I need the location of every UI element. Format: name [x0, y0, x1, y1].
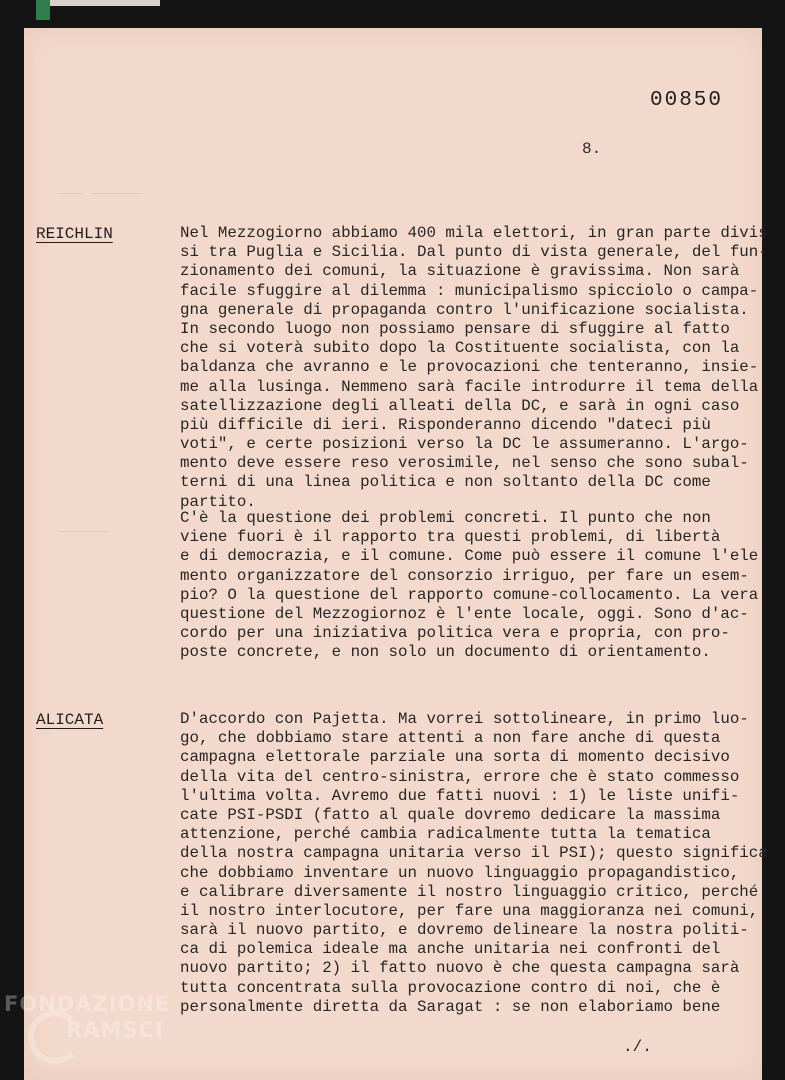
speech-paragraph — [180, 710, 768, 1017]
text-line: C'è la questione dei problemi concreti. Il punto che non — [180, 509, 711, 527]
text-line: sarà il nuovo partito, e dovremo delineare la nostra politi- — [180, 921, 749, 940]
watermark-logo — [4, 992, 170, 1042]
text-line: mento deve essere reso verosimile, nel senso che sono subal- — [180, 454, 749, 473]
text-line: l'ultima volta. Avremo due fatti nuovi : 1) le liste unifi- — [180, 786, 740, 805]
text-line: facile sfuggire al dilemma : municipalismo spicciolo o campa- — [180, 281, 759, 300]
binder-strip — [50, 0, 160, 6]
text-line: poste concrete, e non solo un documento di orientamento. — [180, 643, 711, 662]
text-line: zionamento dei comuni, la situazione è gravissima. Non sarà — [180, 262, 740, 281]
text-line: e di democrazia, e il comune. Come può essere il comune l'ele — [180, 547, 759, 566]
text-line: questione del Mezzogiornoz è l'ente locale, oggi. Sono d'ac- — [180, 604, 749, 623]
text-line: e calibrare diversamente il nostro linguaggio critico, perché — [180, 882, 759, 901]
text-line: della vita del centro-sinistra, errore che è stato commesso — [180, 767, 740, 786]
text-line: voti", e certe posizioni verso la DC le assumeranno. L'argo- — [180, 435, 749, 454]
continuation-mark: ./. — [623, 1038, 652, 1056]
text-line: me alla lusinga. Nemmeno sarà facile introdurre il tema della — [180, 377, 759, 396]
bleed-through-text: —————— — [60, 524, 111, 540]
text-line: attenzione, perché cambia radicalmente tutta la tematica — [180, 825, 711, 844]
text-line: cordo per una iniziativa politica vera e propria, con pro- — [180, 624, 730, 643]
text-line: ca di polemica ideale ma anche unitaria nei confronti del — [180, 940, 721, 959]
watermark-line2: RAMSCI — [66, 1018, 164, 1042]
text-line: viene fuori è il rapporto tra questi problemi, di libertà — [180, 528, 721, 547]
speech-paragraph — [180, 509, 759, 663]
text-line: nuovo partito; 2) il fatto nuovo è che questa campagna sarà — [180, 959, 740, 978]
text-line: si tra Puglia e Sicilia. Dal punto di vista generale, del fun- — [180, 243, 768, 262]
binder-tab — [36, 0, 50, 20]
text-line: satellizzazione degli alleati della DC, e sarà in ogni caso — [180, 396, 740, 415]
text-line: mento organizzatore del consorzio irriguo, per fare un esem- — [180, 566, 749, 585]
text-line: campagna elettorale parziale una sorta di momento decisivo — [180, 748, 730, 767]
text-line: che si voterà subito dopo la Costituente socialista, con la — [180, 339, 740, 358]
watermark-line1: FONDAZIONE — [4, 992, 171, 1016]
text-line: gna generale di propaganda contro l'unificazione socialista. — [180, 300, 749, 319]
document-number: 00850 — [650, 89, 724, 112]
text-line: go, che dobbiamo stare attenti a non fare anche di questa — [180, 729, 721, 748]
text-line: personalmente diretta da Saragat : se non elaboriamo bene — [180, 997, 721, 1016]
text-line: baldanza che avranno e le provocazioni che tenteranno, insie- — [180, 358, 759, 377]
text-line: pio? O la questione del rapporto comune-collocamento. La vera — [180, 585, 759, 604]
text-line: più difficile di ieri. Risponderanno dicendo "dateci più — [180, 415, 711, 434]
text-line: che dobbiamo inventare un nuovo linguaggio propagandistico, — [180, 863, 740, 882]
text-line: tutta concentrata sulla provocazione contro di noi, che è — [180, 978, 721, 997]
text-line: cate PSI-PSDI (fatto al quale dovremo dedicare la massima — [180, 805, 721, 824]
text-line: terni di una linea politica e non soltanto della DC come — [180, 473, 711, 492]
text-line: il nostro interlocutore, per fare una maggioranza nei comuni, — [180, 901, 759, 920]
speaker-name: ALICATA — [36, 711, 104, 729]
text-line: partito. — [180, 492, 256, 511]
text-line: D'accordo con Pajetta. Ma vorrei sottolineare, in primo luo- — [180, 710, 749, 728]
speaker-name: REICHLIN — [36, 225, 113, 243]
text-line: Nel Mezzogiorno abbiamo 400 mila elettori, in gran parte divis — [180, 224, 768, 242]
text-line: In secondo luogo non possiamo pensare di sfuggire al fatto — [180, 319, 730, 338]
bleed-through-text: ——— —————— — [58, 186, 143, 202]
page-number: 8. — [582, 140, 602, 158]
speech-paragraph — [180, 224, 768, 512]
text-line: della nostra campagna unitaria verso il PSI); questo significa — [180, 844, 768, 863]
